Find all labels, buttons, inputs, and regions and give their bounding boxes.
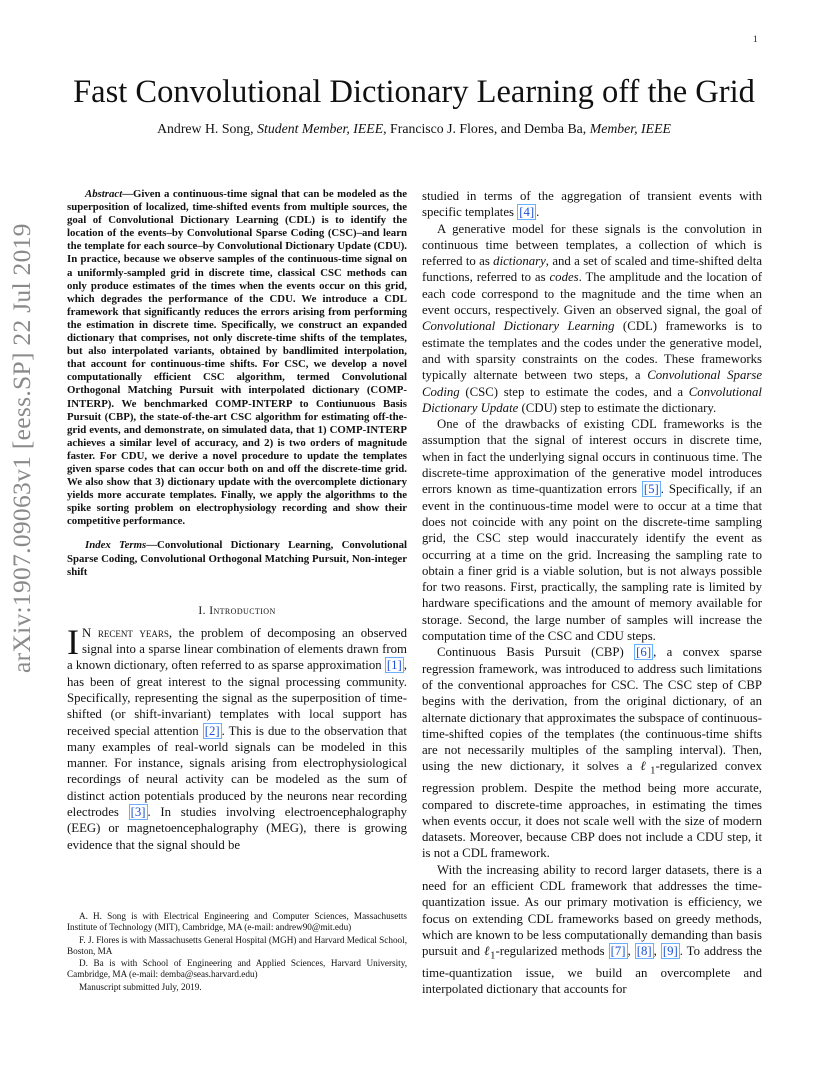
intro-text: , the problem of decomposing an observed signal into a sparse linear combination of elements drawn from a known dictionary, often referred to as sparse approximation <box>67 625 407 673</box>
body-text: . <box>536 205 540 220</box>
intro-lead-words: N recent years <box>82 625 169 640</box>
body-text: , <box>653 944 661 959</box>
author-line <box>0 121 828 137</box>
page-number: 1 <box>753 34 758 44</box>
authors-flores-ba: Francisco J. Flores, and Demba Ba, <box>386 121 590 136</box>
index-terms <box>67 539 407 578</box>
body-text: A generative model for these signals is the convolution in continuous time between templates, a collection of which is referred to as <box>422 221 762 269</box>
abstract-text: —Given a continuous-time signal that can be modeled as the superposition of localized, time-shifted events from multiple sources, the goal of Convolutional Dictionary Learning (CDL) is to identify the location of the events–by Convolutional Sparse Coding (CSC)–and learn the template for each source–by Convolutional Dictionary Update (CDU). In practice, because we observe samples of the continuous-time signal on a uniformly-sampled grid in discrete time, classical CSC methods can only produce estimates of the times when the events occur on this grid, which degrades the performance of the CDU. We introduce a CDL framework that significantly reduces the errors arising from performing the estimation in discrete time. Specifically, we construct an expanded dictionary that comprises, not only discrete-time shifts of the templates, but also interpolated variants, obtained by bandlimited interpolation, that account for continuous-time shifts. For CSC, we develop a novel computationally efficient CSC algorithm, termed Convolutional Orthogonal Matching Pursuit with interpolated dictionary (COMP-INTERP). We benchmarked COMP-INTERP to Contiunuous Basis Pursuit (CBP), the state-of-the-art CSC algorithm for estimating off-the-grid events, and demonstrate, on simulated data, that 1) COMP-INTERP achieves a similar level of accuracy, and 2) is two orders of magnitude faster. For CDU, we derive a novel procedure to update the templates given sparse codes that can occur both on and off the discrete-time grid. We also show that 3) dictionary update with the overcomplete dictionary yields more accurate templates. Finally, we apply the algorithms to the spike sorting problem on electrophysiology recording and show their competitive performance. <box>67 188 407 528</box>
abstract <box>67 188 407 528</box>
math-subscript: 1 <box>650 765 656 777</box>
citation-link[interactable]: [9] <box>662 944 678 959</box>
paragraph-drawbacks <box>422 416 762 644</box>
paragraph-cbp <box>422 644 762 861</box>
math-ell: ℓ <box>484 944 491 959</box>
intro-paragraph-1 <box>67 621 407 853</box>
body-text: -regularized methods <box>495 944 609 959</box>
intro-text: . This is due to the observation that many examples of real-world signals can be modeled in this manner. For instance, signals arising from electrophysiological recordings of neural activity can be modeled as the sum of distinct action potentials produced by the neurons near recording electrodes <box>67 723 407 819</box>
footnote-flores: F. J. Flores is with Massachusetts General Hospital (MGH) and Harvard Medical School, Boston, MA <box>67 934 407 956</box>
body-text: . To address the time-quantization issue, we build an overcomplete and interpolated dictionary that accounts for <box>422 944 762 997</box>
term-codes: codes <box>549 270 579 285</box>
drop-cap: I <box>67 621 79 662</box>
index-terms-label: Index Terms <box>85 539 147 552</box>
author-song-membership: Student Member, IEEE, <box>257 121 387 136</box>
section-heading-introduction <box>67 604 407 617</box>
paper-title: Fast Convolutional Dictionary Learning off the Grid <box>73 74 755 110</box>
body-text: (CSC) step to estimate the codes, and a <box>459 384 689 399</box>
body-text: . The amplitude and the location of each code correspond to the magnitude and the time when an event occurs, respectively. Given an observed signal, the goal of <box>422 270 762 318</box>
citation-link[interactable]: [8] <box>636 944 652 959</box>
math-ell: ℓ <box>640 759 651 774</box>
paragraph-generative-model <box>422 221 762 417</box>
paragraph-continuation <box>422 188 762 221</box>
body-text: studied in terms of the aggregation of transient events with specific templates <box>422 189 762 220</box>
citation-link[interactable]: [2] <box>204 723 220 738</box>
body-text: -regularized convex regression problem. Despite the method being more accurate, compared to discrete-time approaches, in estimating the times when events occur, it does not scale well with the size of modern datasets. Moreover, because CBP does not include a CDU step, it is not a CDL framework. <box>422 759 762 861</box>
citation-link[interactable]: [1] <box>386 658 402 673</box>
body-text: , <box>627 944 635 959</box>
intro-text: . In studies involving electroencephalography (EEG) or magnetoencephalography (MEG), there is growing evidence that the signal should be <box>67 804 407 852</box>
citation-link[interactable]: [7] <box>610 944 626 959</box>
term-cdl: Convolutional Dictionary Learning <box>422 319 615 334</box>
intro-text: , has been of great interest to the signal processing community. Specifically, representing the signal as the superposition of time-shifted (or shift-invariant) templates with local support has received special attention <box>67 658 407 738</box>
body-text: With the increasing ability to record larger datasets, there is a need for an efficient CDL framework that addresses the time-quantization issue. As our primary motivation is efficiency, we focus on extending CDL frameworks based on greedy methods, which are known to be less computationally demanding than basis pursuit and <box>422 862 762 959</box>
section-title: Introduction <box>209 603 276 617</box>
citation-link[interactable]: [3] <box>130 804 146 819</box>
left-column <box>67 188 407 853</box>
math-subscript: 1 <box>490 950 496 962</box>
body-text: , and a set of scaled and time-shifted delta functions, referred to as <box>422 254 762 285</box>
footnotes <box>67 911 407 994</box>
term-dictionary: dictionary <box>493 254 546 269</box>
body-text: One of the drawbacks of existing CDL frameworks is the assumption that the signal of interest occurs in discrete time, when in fact the underlying signal occurs in continuous time. The discrete-time approximation of the generative model introduces errors known as time-quantization errors <box>422 417 762 497</box>
footnote-ba: D. Ba is with School of Engineering and Applied Sciences, Harvard University, Cambridge, MA (e-mail: demba@seas.harvard.edu) <box>67 958 407 980</box>
index-terms-text: —Convolutional Dictionary Learning, Convolutional Sparse Coding, Convolutional Orthogonal Matching Pursuit, Non-integer shift <box>67 539 407 578</box>
right-column <box>422 188 762 998</box>
term-csc: Convolutional Sparse Coding <box>422 368 762 399</box>
author-ba-membership: Member, IEEE <box>589 121 671 136</box>
arxiv-identifier-stamp: arXiv:1907.09063v1 [eess.SP] 22 Jul 2019 <box>7 223 36 673</box>
citation-link[interactable]: [4] <box>519 205 535 220</box>
paragraph-motivation <box>422 862 762 998</box>
footnote-song: A. H. Song is with Electrical Engineering and Computer Sciences, Massachusetts Institute of Technology (MIT), Cambridge, MA (e-mail: andrew90@mit.edu) <box>67 911 407 933</box>
section-numeral: I. <box>198 603 210 617</box>
body-text: (CDL) frameworks is to estimate the templates and the codes under the generative model, and with sparsity constraints on the codes. These frameworks typically alternate between two steps, a <box>422 319 762 383</box>
citation-link[interactable]: [5] <box>643 482 659 497</box>
body-text: , a convex sparse regression framework, was introduced to address such limitations of the conventional approaches for CSC. The CSC step of CBP begins with the derivation, from the original dictionary, of an alternate dictionary that approximates the subspace of continuous-time-shifted copies of the templates (the continuous-time shifts are not necessarily multiples of the sampling interval). Then, using the new dictionary, it solves a <box>422 645 762 774</box>
term-cdu: Convolutional Dictionary Update <box>422 384 762 415</box>
abstract-label: Abstract <box>85 188 123 200</box>
citation-link[interactable]: [6] <box>636 645 652 660</box>
body-text: Continuous Basis Pursuit (CBP) <box>437 645 635 660</box>
footnote-submission: Manuscript submitted July, 2019. <box>79 981 202 992</box>
author-song: Andrew H. Song, <box>157 121 258 136</box>
body-text: (CDU) step to estimate the dictionary. <box>518 400 717 415</box>
body-text: . Specifically, if an event in the continuous-time model were to occur at a time that does not coincide with any point on the discrete-time sampling grid, the CSC step would inaccurately identify the event as occurring at a time on the grid. Increasing the sampling rate to obtain a finer grid is a viable solution, but is not always possible for two reasons. First, practically, the sampling rate is limited by hardware specifications and the amount of memory available for storage. Second, the large number of samples will increase the computation time of the CSC and CDU steps. <box>422 482 763 644</box>
